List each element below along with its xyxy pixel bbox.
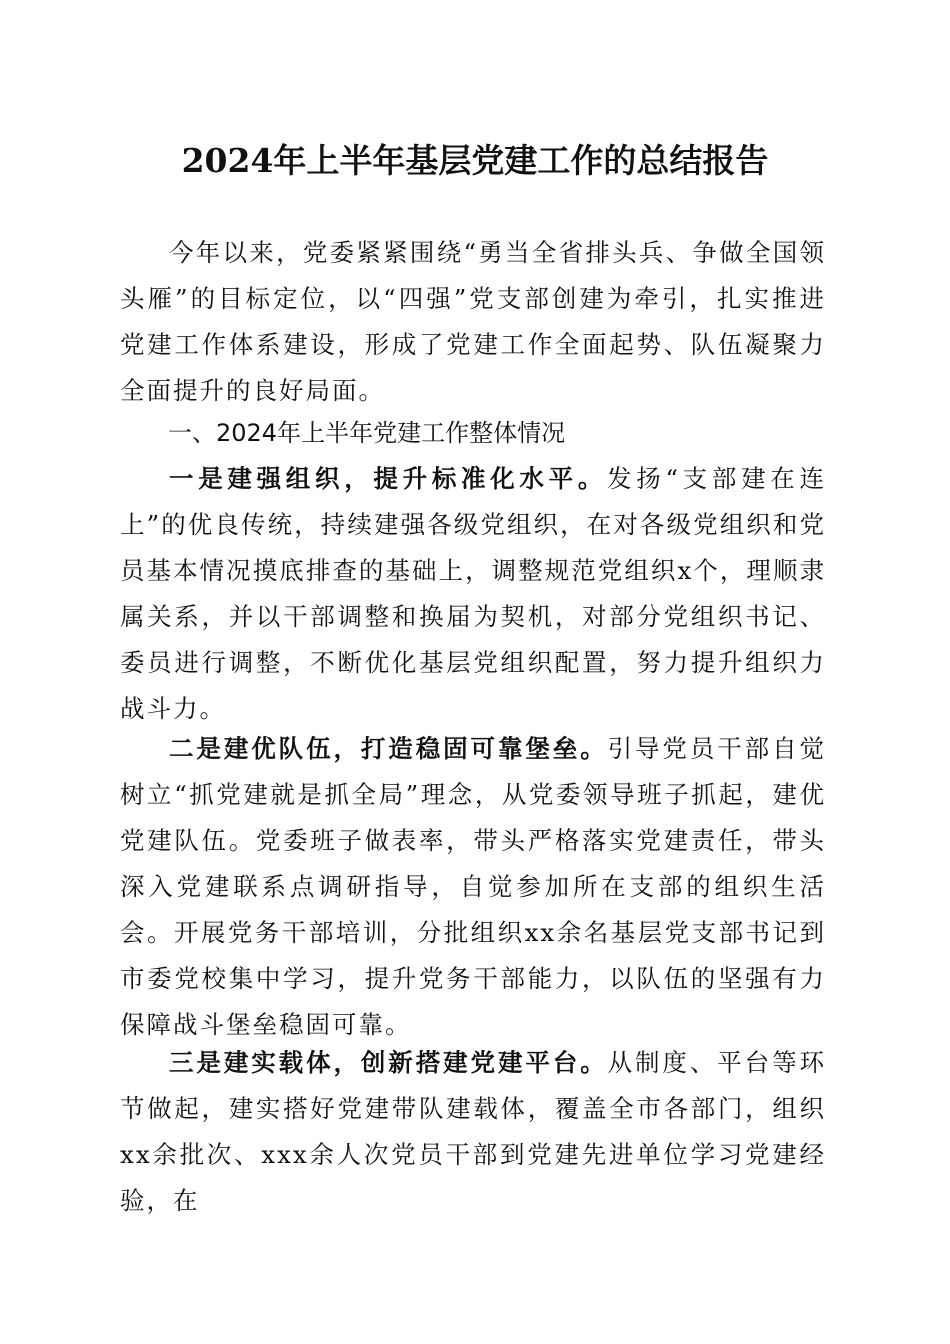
paragraph-text: 引导党员干部自觉树立“抓党建就是抓全局”理念，从党委领导班子抓起，建优党建队伍。党委班子做表率，带头严格落实党建责任，带头深入党建联系点调研指导，自觉参加所在支部的组织生活会。开展党务干部培训，分批组织xx余名基层党支部书记到市委党校集中学习，提升党务干部能力，以队伍的坚强有力保障战斗堡垒稳固可靠。 [120,734,826,1039]
paragraph-lead: 二是建优队伍，打造稳固可靠堡垒。 [169,734,608,763]
paragraph-item-3 [120,1040,826,1215]
intro-paragraph: 今年以来，党委紧紧围绕“勇当全省排头兵、争做全国领头雁”的目标定位，以“四强”党支部创建为牵引，扎实推进党建工作体系建设，形成了党建工作全面起势、队伍凝聚力全面提升的良好局面。 [120,238,826,405]
paragraph-item-1 [120,456,826,732]
paragraph-text: 发扬“支部建在连上”的优良传统，持续建强各级党组织，在对各级党组织和党员基本情况摸底排查的基础上，调整规范党组织x个，理顺隶属关系，并以干部调整和换届为契机，对部分党组织书记、委员进行调整，不断优化基层党组织配置，努力提升组织力战斗力。 [120,464,826,723]
document-title: 2024年上半年基层党建工作的总结报告 [181,141,769,180]
paragraph-item-2 [120,726,826,1048]
paragraph-text: 从制度、平台等环节做起，建实搭好党建带队建载体，覆盖全市各部门，组织xx余批次、xxx余人次党员干部到党建先进单位学习党建经验，在 [120,1048,826,1215]
paragraph-lead: 一是建强组织，提升标准化水平。 [169,464,608,493]
section-heading: 一、2024年上半年党建工作整体情况 [168,419,566,447]
paragraph-lead: 三是建实载体，创新搭建党建平台。 [169,1048,608,1077]
